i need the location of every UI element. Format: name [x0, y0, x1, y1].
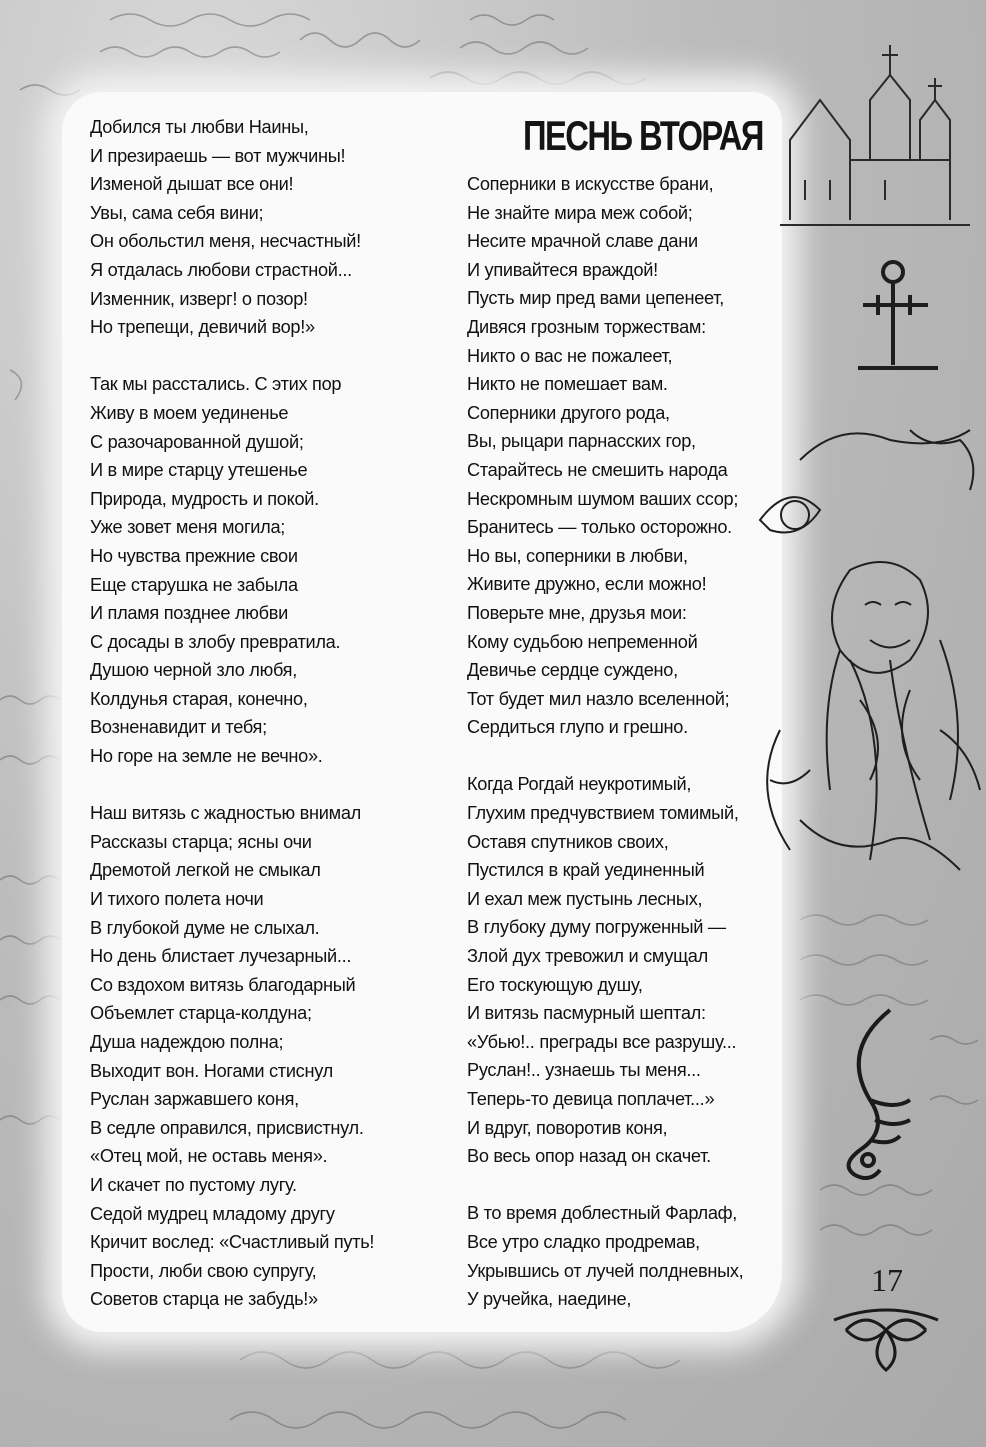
poem-line: Поверьте мне, друзья мои: — [467, 602, 687, 623]
poem-line: Укрывшись от лучей полдневных, — [467, 1260, 744, 1281]
poem-line: В глубоку думу погруженный — — [467, 917, 726, 938]
poem-line: Прости, люби свою супругу, — [90, 1260, 317, 1281]
flourish-ornament — [830, 1000, 930, 1180]
poem-line: Не знайте мира меж собой; — [467, 202, 693, 223]
poem-line: Вы, рыцари парнасских гор, — [467, 431, 696, 452]
poem-line: Наш витязь с жадностью внимал — [90, 803, 361, 824]
poem-line: Старайтесь не смешить народа — [467, 459, 728, 480]
poem-line: Никто о вас не пожалеет, — [467, 345, 673, 366]
poem-line: Со вздохом витязь благодарный — [90, 974, 356, 995]
poem-line: В глубокой думе не слыхал. — [90, 917, 320, 938]
poem-line: Но вы, соперники в любви, — [467, 545, 688, 566]
stanza-gap — [467, 1171, 767, 1200]
poem-line: Кому судьбою непременной — [467, 631, 698, 652]
church-sketch — [770, 30, 986, 230]
poem-line: И тихого полета ночи — [90, 889, 264, 910]
poem-line: Оставя спутников своих, — [467, 831, 669, 852]
poem-line: Седой мудрец младому другу — [90, 1203, 335, 1224]
poem-line: Его тоскующую душу, — [467, 974, 643, 995]
poem-line: Все утро сладко продремав, — [467, 1231, 700, 1252]
stanza-gap — [467, 742, 767, 771]
poem-line: Добился ты любви Наины, — [90, 117, 309, 137]
page-title: ПЕСНЬ ВТОРАЯ — [523, 112, 763, 159]
poem-line: Так мы расстались. С этих пор — [90, 374, 342, 395]
stanza-gap — [90, 771, 450, 800]
poem-line: Но горе на земле не вечно». — [90, 746, 323, 767]
stanza — [90, 370, 450, 770]
poem-line: Во весь опор назад он скачет. — [467, 1146, 711, 1167]
poem-line: Выходит вон. Ногами стиснул — [90, 1060, 333, 1081]
poem-line: «Отец мой, не оставь меня». — [90, 1146, 328, 1167]
poem-line: И пламя позднее любви — [90, 603, 288, 624]
stanza-gap — [90, 342, 450, 371]
poem-line: Но день блистает лучезарный... — [90, 946, 352, 967]
poem-line: И ехал меж пустынь лесных, — [467, 888, 703, 909]
poem-line: Я отдалась любови страстной... — [90, 259, 352, 280]
cross-sketch — [848, 250, 948, 380]
poem-line: Но чувства прежние свои — [90, 545, 298, 566]
poem-line: Кричит вослед: «Счастливый путь! — [90, 1232, 375, 1253]
stanza — [467, 1199, 767, 1313]
poem-line: Живите дружно, если можно! — [467, 574, 707, 595]
stanza — [467, 170, 767, 742]
page-number: 17 — [871, 1262, 903, 1298]
poem-line: Дремотой легкой не смыкал — [90, 860, 321, 881]
poem-line: Руслан заржавшего коня, — [90, 1089, 299, 1110]
poem-line: Пустился в край уединенный — [467, 860, 705, 881]
poem-line: Увы, сама себя вини; — [90, 202, 264, 223]
poem-line: И в мире старцу утешенье — [90, 460, 308, 481]
poem-line: Природа, мудрость и покой. — [90, 488, 319, 509]
poem-line: Пусть мир пред вами цепенеет, — [467, 288, 725, 309]
poem-line: Бранитесь — только осторожно. — [467, 517, 732, 538]
poem-line: Возненавидит и тебя; — [90, 717, 267, 738]
poem-line: Злой дух тревожил и смущал — [467, 946, 708, 967]
poem-line: Еще старушка не забыла — [90, 574, 298, 595]
poem-line: Изменой дышат все они! — [90, 174, 294, 195]
poem-line: Когда Рогдай неукротимый, — [467, 774, 692, 795]
old-wizard-illustration — [740, 400, 986, 900]
poem-line: Руслан!.. узнаешь ты меня... — [467, 1060, 701, 1081]
poem-line: И скачет по пустому лугу. — [90, 1174, 297, 1195]
poem-line: Он обольстил меня, несчастный! — [90, 231, 361, 252]
poem-line: Глухим предчувствием томимый, — [467, 803, 739, 824]
poem-line: Но трепещи, девичий вор!» — [90, 317, 315, 338]
poem-line: Соперники в искусстве брани, — [467, 174, 714, 194]
stanza — [467, 770, 767, 1170]
poem-line: Живу в моем уединенье — [90, 402, 289, 423]
poem-line: В то время доблестный Фарлаф, — [467, 1203, 738, 1224]
poem-line: У ручейка, наедине, — [467, 1289, 632, 1310]
poem-line: Колдунья старая, конечно, — [90, 688, 308, 709]
poem-line: Дивяся грозным торжествам: — [467, 316, 706, 337]
poem-line: С досады в злобу превратила. — [90, 631, 341, 652]
poem-line: С разочарованной душой; — [90, 431, 304, 452]
poem-line: Советов старца не забудь!» — [90, 1289, 318, 1310]
poem-line: Несите мрачной славе дани — [467, 231, 698, 252]
poem-line: Душа надеждою полна; — [90, 1032, 284, 1052]
poem-line: Рассказы старца; ясны очи — [90, 831, 312, 852]
poem-line: И упивайтеся враждой! — [467, 259, 658, 280]
poem-line: Тот будет мил назло вселенной; — [467, 688, 730, 709]
poem-line: «Убью!.. преграды все разрушу... — [467, 1031, 737, 1052]
stanza — [90, 799, 450, 1314]
poem-line: Теперь-то девица поплачет...» — [467, 1089, 715, 1109]
poem-line: И вдруг, поворотив коня, — [467, 1117, 668, 1138]
page-number-ornament — [826, 1300, 946, 1380]
poem-right-column — [467, 170, 767, 1314]
poem-line: Объемлет старца-колдуна; — [90, 1003, 312, 1024]
poem-line: Девичье сердце суждено, — [467, 660, 678, 681]
poem-line: Уже зовет меня могила; — [90, 517, 286, 538]
poem-line: Сердиться глупо и грешно. — [467, 717, 688, 738]
poem-line: Никто не помешает вам. — [467, 374, 668, 395]
poem-left-column — [90, 113, 450, 1314]
poem-line: Изменник, изверг! о позор! — [90, 288, 308, 309]
poem-line: И презираешь — вот мужчины! — [90, 145, 346, 166]
poem-line: И витязь пасмурный шептал: — [467, 1003, 706, 1024]
stanza — [90, 113, 450, 342]
poem-line: Душою черной зло любя, — [90, 660, 297, 681]
poem-line: В седле оправился, присвистнул. — [90, 1117, 364, 1138]
poem-line: Нескромным шумом ваших ссор; — [467, 488, 739, 509]
poem-line: Соперники другого рода, — [467, 402, 670, 423]
